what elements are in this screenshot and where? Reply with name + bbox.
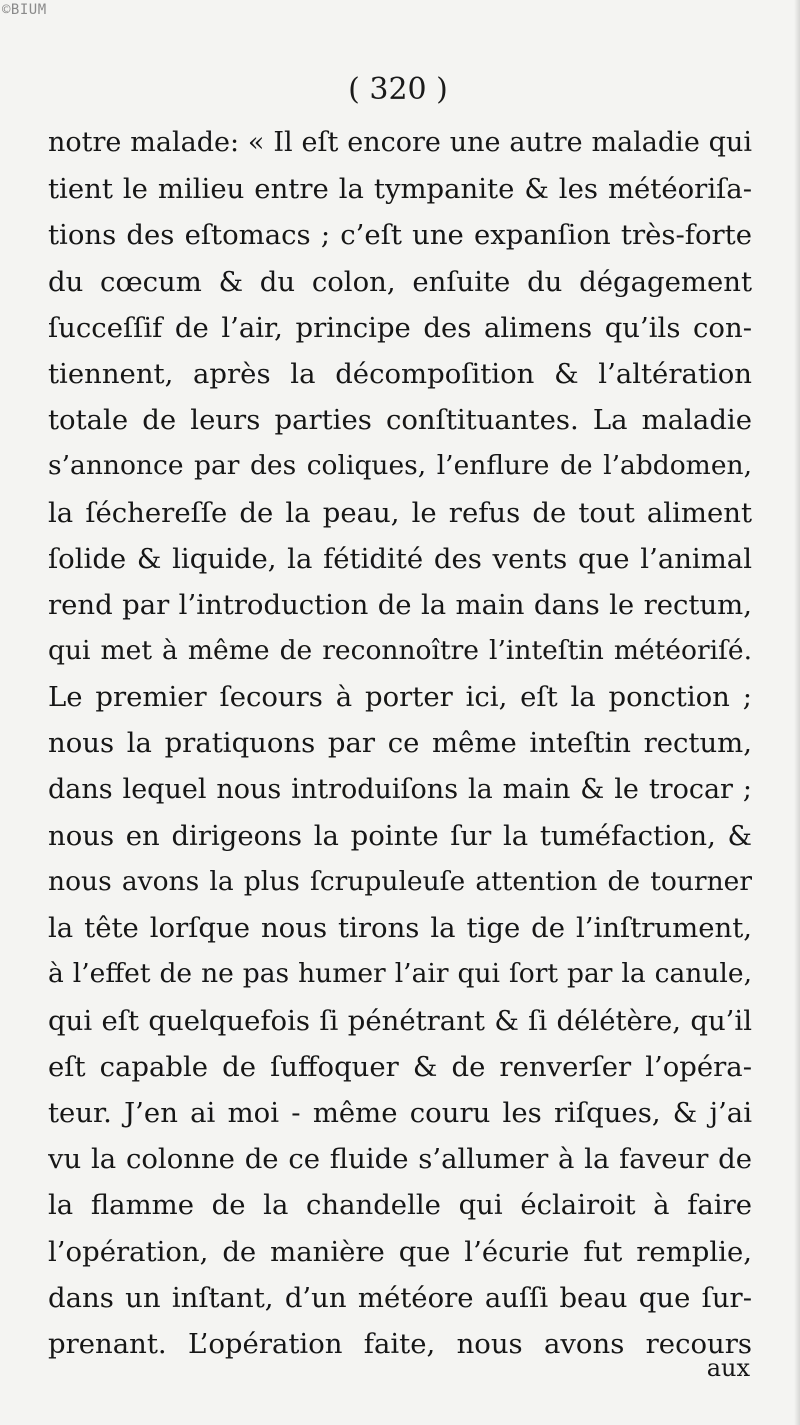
text-line: ſolide & liquide, la fétidité des vents que l’animal bbox=[48, 542, 752, 575]
catchword: aux bbox=[706, 1354, 750, 1382]
text-line: rend par l’introduction de la main dans le rectum, bbox=[48, 588, 752, 621]
text-line: nous en dirigeons la pointe ſur la tuméfaction, & bbox=[48, 819, 752, 852]
text-line: nous avons la plus ſcrupuleuſe attention de tourner bbox=[48, 866, 752, 897]
text-line: totale de leurs parties conſtituantes. La maladie bbox=[48, 404, 752, 437]
text-line: à l’effet de ne pas humer l’air qui ſort par la canule, bbox=[48, 958, 752, 990]
text-line: qui met à même de reconnoître l’inteſtin météoriſé. bbox=[48, 635, 752, 667]
watermark: ©BIUM bbox=[2, 2, 47, 18]
body-text bbox=[48, 120, 752, 1367]
text-line: la flamme de la chandelle qui éclairoit à faire bbox=[48, 1189, 752, 1222]
text-line: teur. J’en ai moi - même couru les riſques, & j’ai bbox=[48, 1096, 752, 1129]
text-line: eſt capable de ſuffoquer & de renverſer l’opéra- bbox=[48, 1050, 752, 1083]
text-line: nous la pratiquons par ce même inteſtin rectum, bbox=[48, 727, 752, 760]
text-line: vu la colonne de ce fluide s’allumer à la faveur de bbox=[48, 1143, 752, 1176]
text-line: Le premier ſecours à porter ici, eſt la ponction ; bbox=[48, 681, 752, 714]
text-line: s’annonce par des coliques, l’enflure de l’abdomen, bbox=[48, 450, 752, 482]
text-line: la ſéchereſſe de la peau, le refus de tout aliment bbox=[48, 496, 752, 529]
text-line: dans un inſtant, d’un météore auſſi beau que ſur- bbox=[48, 1281, 752, 1314]
page-number: ( 320 ) bbox=[348, 72, 448, 107]
text-line: dans lequel nous introduiſons la main & le trocar ; bbox=[48, 773, 752, 805]
text-line: qui eſt quelquefois ſi pénétrant & ſi délétère, qu’il bbox=[48, 1004, 752, 1037]
text-line: prenant. L’opération faite, nous avons recours bbox=[48, 1327, 752, 1360]
page-edge-shadow bbox=[794, 0, 800, 1425]
text-line: notre malade: « Il eſt encore une autre maladie qui bbox=[48, 127, 752, 158]
text-line: tient le milieu entre la tympanite & les météoriſa- bbox=[48, 173, 752, 206]
text-line: l’opération, de manière que l’écurie fut remplie, bbox=[48, 1235, 752, 1268]
text-line: ſucceſſif de l’air, principe des alimens qu’ils con- bbox=[48, 311, 752, 344]
text-line: la tête lorſque nous tirons la tige de l’inſtrument, bbox=[48, 912, 752, 945]
text-line: tions des eſtomacs ; c’eſt une expanſion très-forte bbox=[48, 219, 752, 252]
text-line: tiennent, après la décompoſition & l’altération bbox=[48, 357, 752, 390]
text-line: du cœcum & du colon, enſuite du dégagement bbox=[48, 265, 752, 298]
